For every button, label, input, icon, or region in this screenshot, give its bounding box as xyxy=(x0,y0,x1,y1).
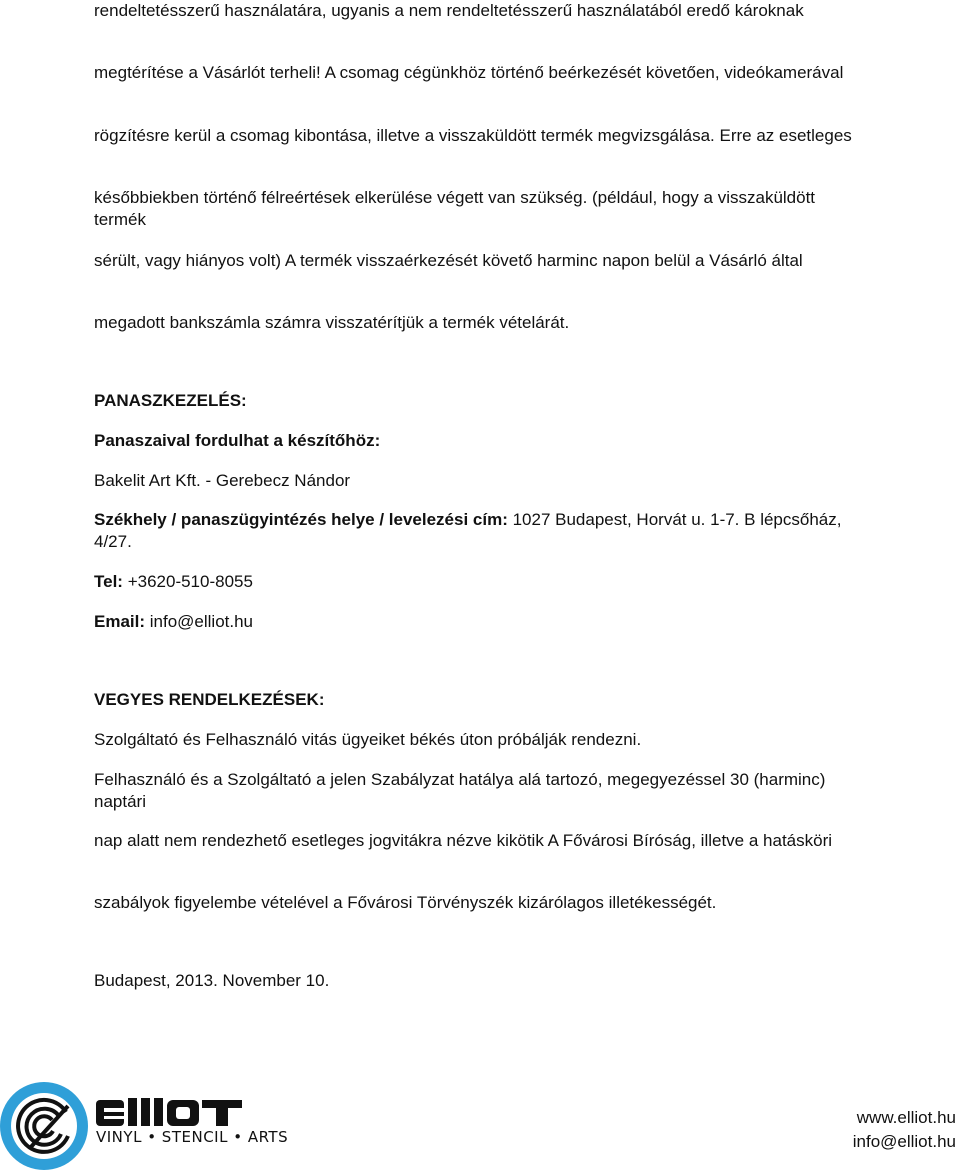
misc-paragraph-2: Felhasználó és a Szolgáltató a jelen Szabályzat hatálya alá tartozó, megegyezéssel 30 (harminc) naptári xyxy=(94,770,826,811)
footer-email[interactable]: info@elliot.hu xyxy=(852,1132,956,1151)
tel-value: +3620-510-8055 xyxy=(122,572,253,591)
address-value: 1027 Budapest, Horvát u. 1-7. B lépcsőház, 4/27. xyxy=(94,510,842,551)
footer-website[interactable]: www.elliot.hu xyxy=(856,1108,956,1127)
footer-contact xyxy=(853,1106,956,1154)
tel-line xyxy=(94,571,854,593)
body-paragraph-5: sérült, vagy hiányos volt) A termék visszaérkezését követő harminc napon belül a Vásárló által xyxy=(94,251,803,270)
date-line: Budapest, 2013. November 10. xyxy=(94,971,330,990)
elliot-logo-icon xyxy=(0,1076,90,1170)
misc-paragraph-4: szabályok figyelembe vételével a Fővárosi Törvényszék kizárólagos illetékességét. xyxy=(94,893,717,912)
address-label: Székhely / panaszügyintézés helye / levelezési cím: xyxy=(94,510,508,529)
body-paragraph-3: rögzítésre kerül a csomag kibontása, illetve a visszaküldött termék megvizsgálása. Erre az esetleges xyxy=(94,126,852,145)
misc-heading: VEGYES RENDELKEZÉSEK: xyxy=(94,690,325,709)
body-paragraph-6: megadott bankszámla számra visszatérítjük a termék vételárát. xyxy=(94,313,570,332)
body-paragraph-2: megtérítése a Vásárlót terheli! A csomag cégünkhöz történő beérkezését követően, videókamerával xyxy=(94,63,844,82)
complaints-heading: PANASZKEZELÉS: xyxy=(94,391,247,410)
misc-paragraph-3: nap alatt nem rendezhető esetleges jogvitákra nézve kikötik A Fővárosi Bíróság, illetve a hatásköri xyxy=(94,831,833,850)
tel-label: Tel: xyxy=(94,572,123,591)
body-paragraph-1: rendeltetésszerű használatára, ugyanis a nem rendeltetésszerű használatából eredő károknak xyxy=(94,1,804,20)
logo-subtitle: VINYL • STENCIL • ARTS xyxy=(96,1128,289,1146)
body-paragraph-4: későbbiekben történő félreértések elkerülése végett van szükség. (például, hogy a visszaküldött termék xyxy=(94,188,816,229)
email-line xyxy=(94,611,854,633)
address-line xyxy=(94,509,854,553)
email-value: info@elliot.hu xyxy=(145,612,254,631)
email-label: Email: xyxy=(94,612,146,631)
company-name: Bakelit Art Kft. - Gerebecz Nándor xyxy=(94,471,351,490)
misc-paragraph-1: Szolgáltató és Felhasználó vitás ügyeiket békés úton próbálják rendezni. xyxy=(94,730,642,749)
elliot-wordmark xyxy=(96,1098,244,1128)
complaints-subheading: Panaszaival fordulhat a készítőhöz: xyxy=(94,431,381,450)
